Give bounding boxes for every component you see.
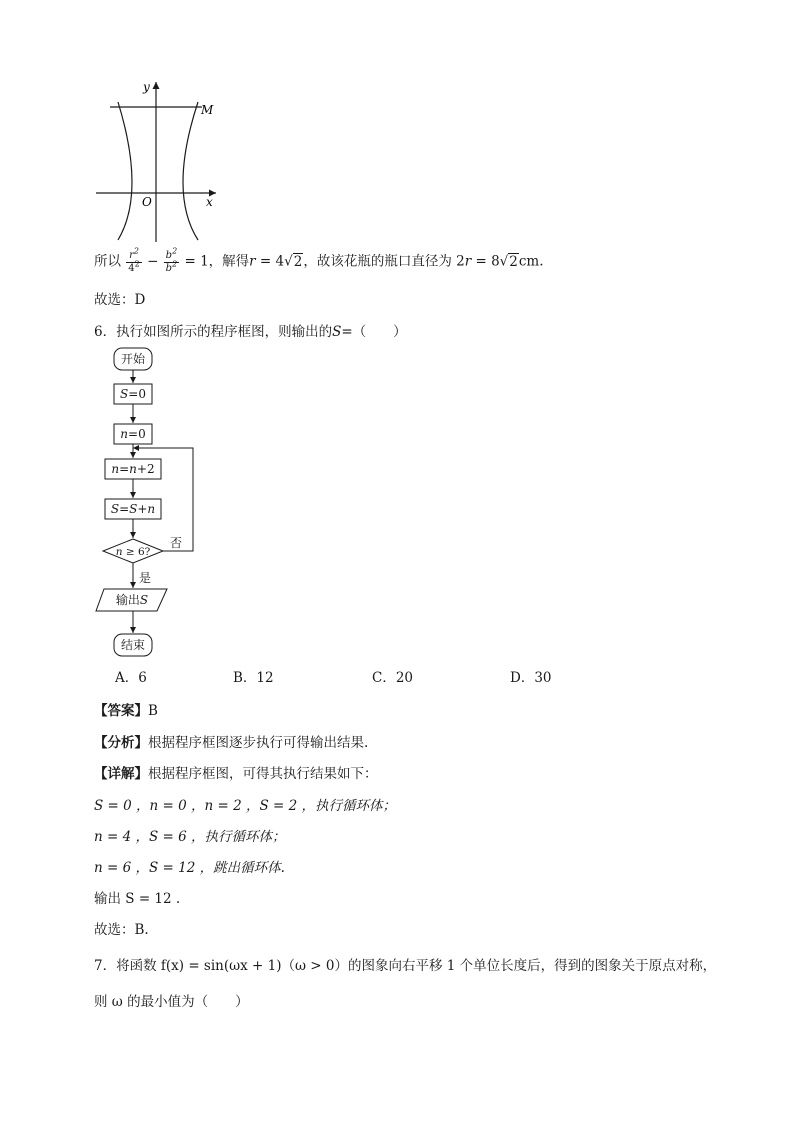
solution5-prefix: 所以 [94,253,121,270]
question7-line1: 7．将函数 f(x) = sin(ωx + 1)（ω > 0）的图象向右平移 1 个单位长度后，得到的图象关于原点对称， [94,958,717,974]
hyperbola-figure [88,74,228,246]
yes-label: 是 [138,571,152,585]
detail-text: 根据程序框图，可得其执行结果如下： [148,766,378,782]
point-m-label: M [201,103,214,117]
y-label: y [143,80,150,94]
frac2-den: b [165,262,173,274]
d-var: r [464,253,472,270]
analysis-text: 根据程序框图逐步执行可得输出结果. [148,735,369,751]
d-unit: cm. [518,253,544,270]
analysis-tag: 【分析】 [94,735,148,751]
option-a [115,672,147,686]
option-d [510,672,552,686]
answer6: 故选：B. [94,922,149,938]
question6-text-a: 执行如图所示的程序框图，则输出的 [116,324,333,340]
r-sqrt: 2 [293,253,303,270]
frac2-num: b [165,250,173,261]
minus-sign: − [147,253,159,270]
answer-value: B [148,703,158,719]
step-line-1: S = 0 ，n = 0 ，n = 2 ，S = 2 ，执行循环体； [94,798,396,814]
d-eq: = 8 [471,253,500,270]
frac1-num-exp: 2 [133,246,139,256]
r-var: r [249,253,256,270]
frac2-den-exp: 2 [172,259,178,269]
output-line: 输出 S = 12 . [94,891,181,907]
no-label: 否 [169,536,183,550]
option-a-value: 6 [138,670,147,686]
n-step-label: n=n+2 [111,462,155,476]
x-label: x [206,195,213,209]
question6-number: 6． [94,324,117,340]
n-init-label: n=0 [120,427,146,441]
option-d-letter: D． [510,670,535,686]
output-label: 输出S [115,593,149,607]
frac2-num-exp: 2 [172,246,178,256]
answer5: 故选：D [94,292,146,308]
question6-text-b: =（ ） [341,324,407,340]
question7-line2: 则 ω 的最小值为（ ） [94,994,249,1010]
detail-line [94,768,378,782]
fraction-r2-over-4sq [126,246,141,274]
s-step-label: S=S+n [110,502,156,516]
r-eq: = 4 [255,253,285,270]
question6-var: S [332,324,342,340]
answer-line [94,705,158,719]
step-line-3: n = 6 ，S = 12 ，跳出循环体. [94,860,285,876]
flowchart [90,344,210,664]
s-init-label: S=0 [120,387,146,401]
start-label: 开始 [120,352,146,366]
equals-one: = 1，解得 [184,253,250,270]
answer-tag: 【答案】 [94,703,148,719]
step-line-2: n = 4 ，S = 6 ，执行循环体； [94,829,286,845]
frac1-den-exp: 2 [134,259,140,269]
solution5-line: 所以 $\frac{r^2}{4^2}$ − $\frac{b^2}{b^2}$ = 1，解得r = 4√2，故该花瓶的瓶口直径为 2r = 8√2cm. [94,246,544,274]
option-c [372,672,413,686]
option-a-letter: A． [115,670,139,686]
end-label: 结束 [120,638,146,652]
analysis-line [94,737,368,751]
question6 [94,326,407,340]
option-d-value: 30 [534,670,552,686]
detail-tag: 【详解】 [94,766,148,782]
solution5-mid: ，故该花瓶的瓶口直径为 2 [303,253,465,270]
fraction-b2-over-b2 [164,246,180,274]
option-b [233,672,274,686]
option-c-value: 20 [395,670,414,686]
option-b-letter: B． [233,670,257,686]
left-branch [118,102,132,240]
option-b-value: 12 [256,670,274,686]
condition-label: n ≥ 6? [115,546,151,558]
origin-label: O [142,195,152,209]
right-branch [183,102,198,240]
frac1-num: r [129,250,134,261]
option-c-letter: C． [372,670,396,686]
frac1-den: 4 [128,262,135,274]
d-sqrt: 2 [509,253,518,270]
